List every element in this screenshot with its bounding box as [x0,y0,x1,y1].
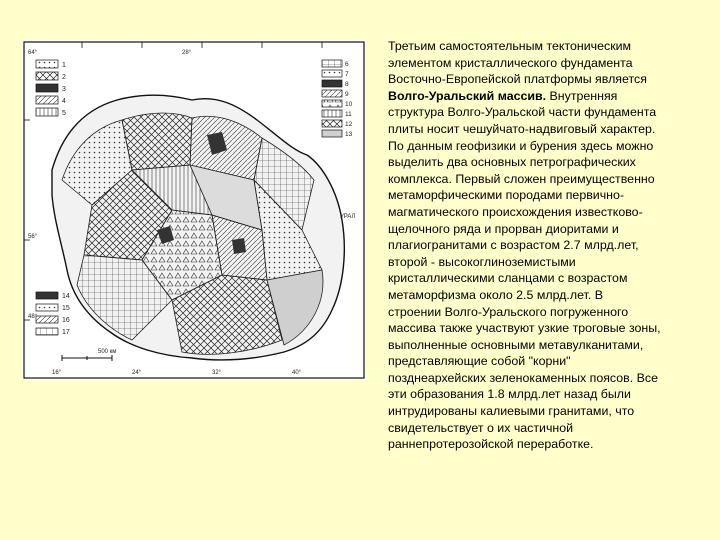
deg-label: 16° [52,370,62,376]
body-text-intro: Третьим самостоятельным тектоническим элементом кристаллического фундамента Восточно-Европейской платформы является [388,39,647,87]
legend-left-1: 1 [62,62,66,69]
legend-left-5: 5 [62,110,66,117]
legend-bottom-17: 17 [62,329,70,336]
legend-right-9: 9 [345,91,349,98]
legend-bottom-14: 14 [62,293,70,300]
legend-left-2: 2 [62,74,66,81]
legend-right-13: 13 [345,131,353,138]
legend-right-10: 10 [345,101,353,108]
deg-label: 28° [182,50,192,56]
scale-label: 500 км [98,349,117,355]
deg-label: 64° [28,50,38,56]
legend-left-3: 3 [62,86,66,93]
deg-label: 48° [28,314,38,320]
legend-right-11: 11 [345,111,352,118]
deg-label: 40° [292,370,302,376]
ural-label: УРАЛ [340,214,356,220]
legend-bottom-15: 15 [62,305,70,312]
legend-right-8: 8 [345,81,349,88]
body-text-rest: Внутренняя структура Волго-Уральской части фундамента плиты носит чешуйчато-надвиговый характер. По данным геофизики и бурения здесь можно выделить два основных петрографических комплекса. Первый сложен преимущественно метаморфическими породами первично- магматического происхождения известково- щелочного ряда и прорван диоритами и плагиогранитами с возрастом 2.7 млрд.лет, второй - высокоглиноземистыми кристаллическими сланцами с возрастом метаморфизма около 2.5 млрд.лет. В строении Волго-Уральского погруженного массива также участвуют узкие троговые зоны, выполненные основными метавулканитами, представляющие собой "корни" позднеархейских зеленокаменных поясов. Все эти образования 1.8 млрд.лет назад были интрудированы калиевыми гранитами, что свидетельствует о их частичной раннепротерозойской переработке. [388,88,661,452]
tectonic-map-drawing [22,40,366,380]
tectonic-map [22,40,366,380]
dark-inclusion [232,238,246,254]
zone-north [122,113,192,170]
legend-right-7: 7 [345,71,349,78]
deg-label: 24° [132,370,142,376]
legend-left-4: 4 [62,98,66,105]
slide-body-text [388,38,700,453]
deg-label: 56° [28,234,38,240]
legend-right-6: 6 [345,61,349,68]
body-text-bold-term: Волго-Уральский массив. [388,88,547,103]
deg-label: 32° [212,370,222,376]
legend-right-12: 12 [345,121,353,128]
legend-bottom-16: 16 [62,317,70,324]
